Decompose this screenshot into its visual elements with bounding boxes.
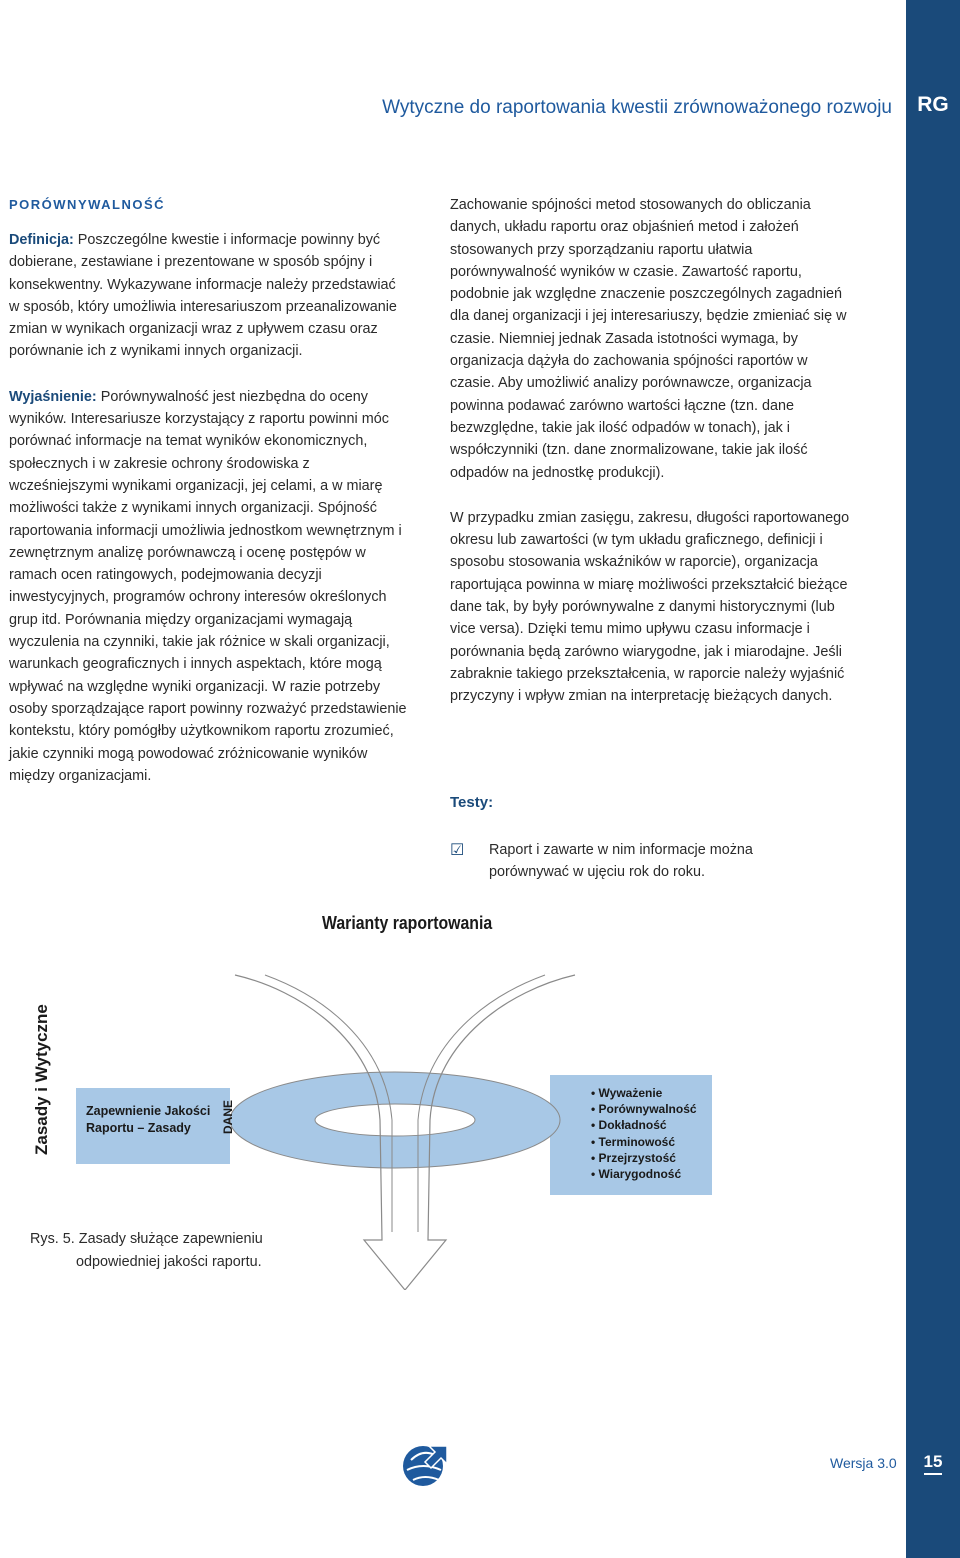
list-item: • Porównywalność <box>591 1101 697 1117</box>
explanation-text: Porównywalność jest niezbędna do oceny wyników. Interesariusze korzystający z raportu powinni móc porównać informacje na temat wyników ekonomicznych, społecznych i w zakresie ochrony środowiska z wcześniejszymi wynikami organizacji, jej celami, a w miarę możliwości także z wynikami innych organizacji. Spójność raportowania informacji umożliwia jednostkom wewnętrznym i zewnętrznym analizę porównawczą i ocenę postępów w ramach ocen ratingowych, podejmowania decyzji inwestycyjnych, programów ochrony interesów określonych grup itd. Porównania między organizacjami wymagają wyczulenia na czynniki, takie jak różnice w skali organizacji, warunkach geograficznych i innych aspektach, które mogą wpływać na względne wyniki organizacji. W razie potrzeby osoby sporządzające raport powinny rozważyć przedstawienie kontekstu, który pomógłby użytkownikom raportu zrozumieć, jakie czynniki mogą powodować zróżnicowanie wyników między organizacjami. <box>9 388 407 784</box>
gri-logo-icon <box>401 1440 451 1490</box>
definition-label: Definicja: <box>9 232 74 248</box>
list-item: • Przejrzystość <box>591 1150 697 1166</box>
right-paragraph-2: W przypadku zmian zasięgu, zakresu, długości raportowanego okresu lub zawartości (w tym układu graficznego, definicji i sposobu stosowania wskaźników w raporcie), organizacja raportująca powinna w miarę możliwości przekształcić bieżące dane tak, by były porównywalne z danymi historycznymi (lub vice versa). Dzięki temu mimo upływu czasu informacje i porównania będą zarówno wiarygodne, jak i miarodajne. Jeśli zabraknie takiego przekształcenia, w raporcie należy wyjaśnić przyczyny i wpływ zmian na interpretację bieżących danych. <box>450 509 850 705</box>
side-label: Zasady i Wytyczne <box>32 1004 51 1155</box>
left-box-text <box>86 1103 210 1137</box>
list-item: • Terminowość <box>591 1134 697 1150</box>
explanation-paragraph <box>9 386 409 787</box>
explanation-label: Wyjaśnienie: <box>9 388 97 405</box>
left-box-line-1: Zapewnienie Jakości <box>86 1104 211 1118</box>
right-paragraph-1: Zachowanie spójności metod stosowanych do obliczania danych, układu raportu oraz objaśnień metod i założeń stosowanych przy sporządzaniu raportu ułatwia porównywalność wyników w czasie. Zawartość raportu, podobnie jak względne znaczenie poszczególnych zagadnień dla danej organizacji i jej interesariuszy, będzie zmieniać się w czasie. Niemniej jednak Zasada istotności wymaga, by organizacja dążyła do zachowania spójności raportów w czasie. Aby umożliwić analizy porównawcze, organizacja powinna podawać zarówno wartości łączne (tzn. dane bezwzględne, takie jak ilość odpadów w tonach), jak i współczynniki (tzn. dane znormalizowane, takie jak ilość odpadów na jednostkę produkcji). <box>450 197 847 481</box>
caption-line-1: Rys. 5. Zasady służące zapewnieniu <box>30 1231 263 1247</box>
section-heading: PORÓWNYWALNOŚĆ <box>9 197 166 212</box>
side-tab-label: RG <box>917 93 949 116</box>
checkbox-icon: ☑ <box>450 842 465 859</box>
definition-text: Poszczególne kwestie i informacje powinny być dobierane, zestawiane i prezentowane w sposób spójny i konsekwentny. Wykazywane informacje należy przedstawiać w sposób, który umożliwia interesariuszom przeanalizowanie zmian w wynikach organizacji wraz z upływem czasu oraz porównanie ich z wynikami innych organizacji. <box>9 232 397 360</box>
list-item: • Wyważenie <box>591 1085 697 1101</box>
running-title: Wytyczne do raportowania kwestii zrównoważonego rozwoju <box>382 97 892 118</box>
list-item: • Wiarygodność <box>591 1166 697 1182</box>
tests-label: Testy: <box>450 794 494 811</box>
left-box-line-2: Raportu – Zasady <box>86 1121 191 1135</box>
figure-caption <box>30 1228 263 1274</box>
page-number-text: 15 <box>924 1452 943 1475</box>
right-column <box>450 194 850 708</box>
definition-paragraph <box>9 229 409 363</box>
principles-list <box>591 1085 697 1182</box>
page-number <box>906 1452 960 1472</box>
version-label: Wersja 3.0 <box>830 1455 897 1471</box>
funnel-ring-inner <box>315 1104 475 1136</box>
list-item: • Dokładność <box>591 1117 697 1133</box>
side-tab-bar <box>906 0 960 1558</box>
test-item: Raport i zawarte w nim informacje można porównywać w ujęciu rok do roku. <box>489 842 753 881</box>
dane-label: DANE <box>221 1099 235 1134</box>
left-column <box>9 229 409 787</box>
diagram-title: Warianty raportowania <box>322 913 493 933</box>
caption-line-2: odpowiedniej jakości raportu. <box>76 1254 262 1270</box>
